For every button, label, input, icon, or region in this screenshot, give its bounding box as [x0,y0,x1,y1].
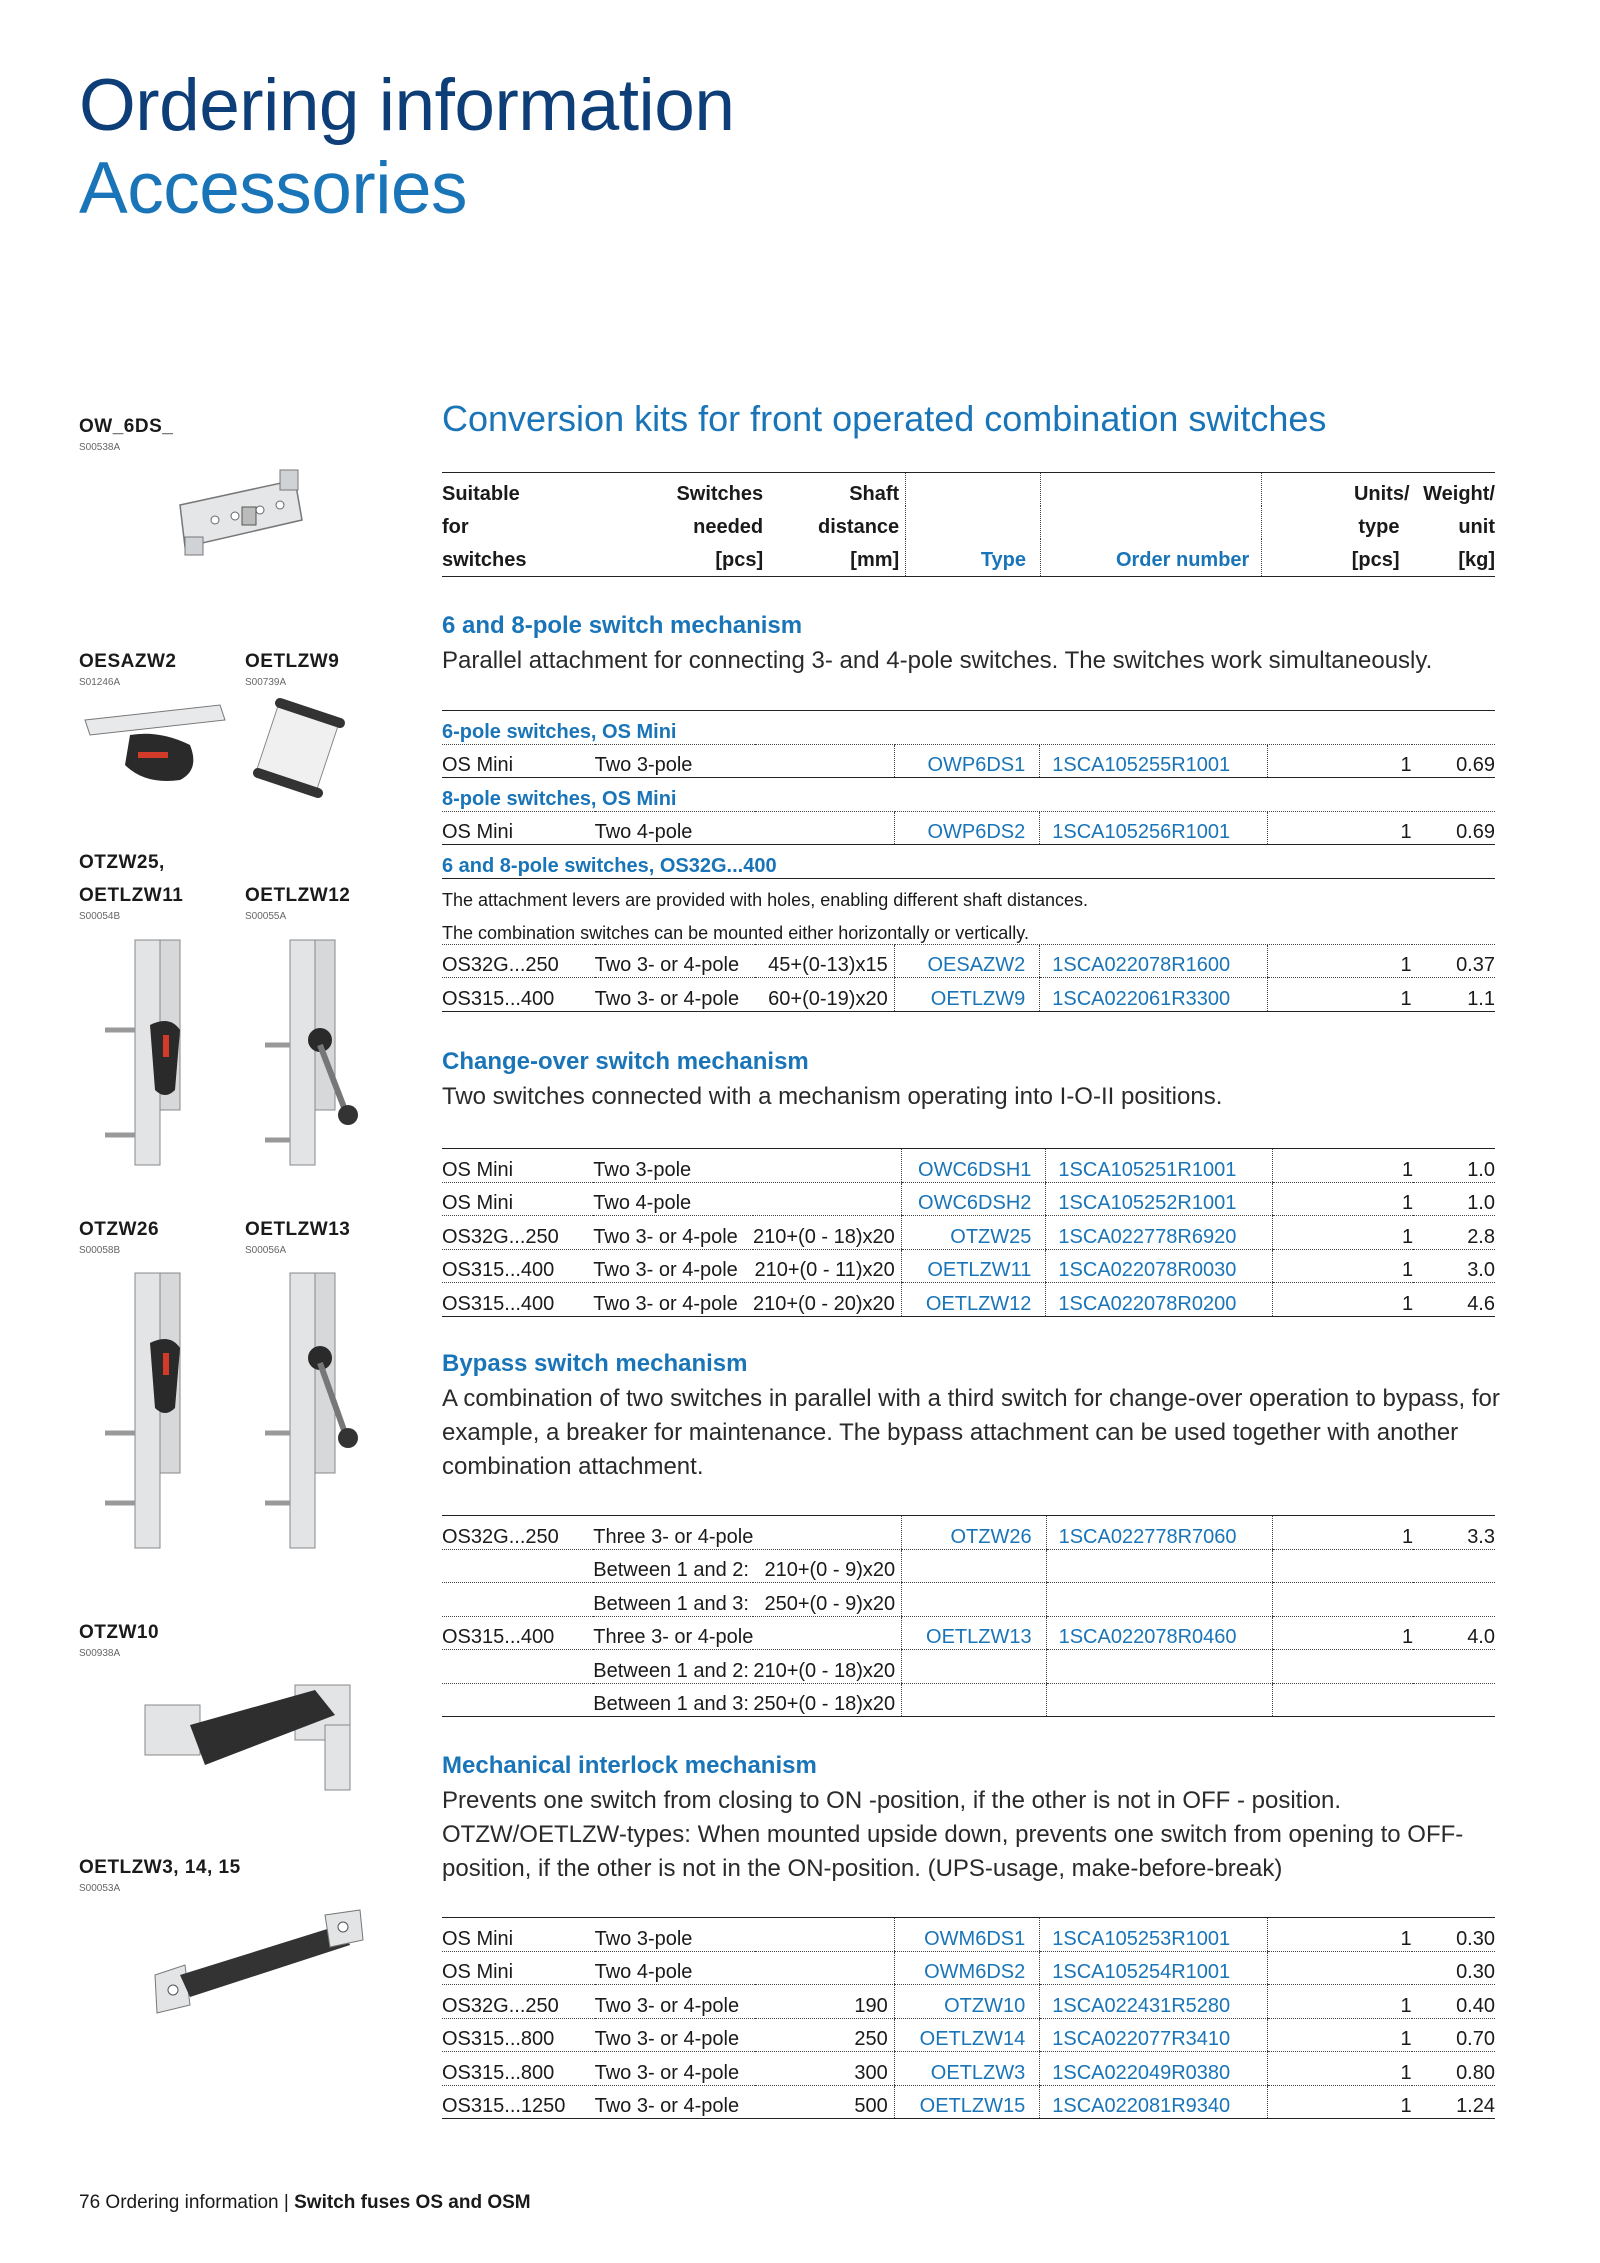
table-row: OS32G...250 Two 3- or 4-pole 210+(0 - 18)x20 OTZW25 1SCA022778R6920 1 2.8 [442,1216,1495,1250]
table-row: Between 1 and 3: 250+(0 - 18)x20 [442,1683,1495,1717]
image-label: OETLZW11 [79,885,184,906]
table-change-over [442,1148,1495,1317]
image-code: S00058B [79,1245,121,1256]
header-type-col: Type [906,539,1041,577]
page-number: 76 [79,2192,101,2213]
subsection-description: Parallel attachment for connecting 3- and 4-pole switches. The switches work simultaneously. [442,647,1433,674]
image-code: S00739A [245,677,287,688]
section-title: Conversion kits for front operated combination switches [442,398,1327,439]
table-row: OS Mini Two 3-pole OWM6DS1 1SCA105253R1001 1 0.30 [442,1918,1495,1952]
otzw26-image [95,1268,215,1558]
image-label: OTZW25, [79,852,165,873]
table-row: OS32G...250 Two 3- or 4-pole 190 OTZW10 1SCA022431R5280 1 0.40 [442,1985,1495,2019]
oetlzw3-image [145,1905,375,2025]
header-kg: [kg] [1410,539,1495,577]
table-row: OS315...400 Two 3- or 4-pole 60+(0-19)x20 OETLZW9 1SCA022061R3300 1 1.1 [442,978,1495,1012]
table-row: Between 1 and 3: 250+(0 - 9)x20 [442,1583,1495,1617]
page-footer: 76 Ordering information | Switch fuses OS and OSM [79,2192,531,2213]
otzw25-image [95,935,215,1175]
header-distance: distance [818,516,900,538]
oetlzw13-image [260,1268,380,1558]
header-suitable: Suitable [442,473,598,507]
group-note: The attachment levers are provided with holes, enabling different shaft distances. [442,890,1089,910]
ow6ds-kit-image [170,465,310,560]
image-label: OETLZW3, 14, 15 [79,1857,241,1878]
oesazw2-image [80,700,230,790]
image-label: OETLZW9 [245,651,340,672]
subsection-title: Change-over switch mechanism [442,1048,809,1075]
subsection-title: Mechanical interlock mechanism [442,1752,817,1779]
table-row: OS315...400 Two 3- or 4-pole 210+(0 - 20)x20 OETLZW12 1SCA022078R0200 1 4.6 [442,1283,1495,1317]
table-row: OS315...800 Two 3- or 4-pole 300 OETLZW3 1SCA022049R0380 1 0.80 [442,2052,1495,2086]
image-code: S00938A [79,1648,121,1659]
group-title: 6-pole switches, OS Mini [442,711,1495,745]
header-switches: Switches [598,473,763,507]
table-interlock [442,1917,1495,2119]
subsection-description: A combination of two switches in parallel with a third switch for change-over operation to bypass, for example, a breaker for maintenance. The bypass attachment can be used together with another combination attachment. [442,1385,1500,1480]
image-label: OTZW26 [79,1219,160,1240]
table-row: OS315...400 Three 3- or 4-pole OETLZW13 1SCA022078R0460 1 4.0 [442,1616,1495,1650]
image-code: S00054B [79,911,121,922]
image-code: S01246A [79,677,121,688]
image-label: OTZW10 [79,1622,160,1643]
header-type: type [1262,506,1410,539]
table-row: OS Mini Two 3-pole OWC6DSH1 1SCA105251R1001 1 1.0 [442,1149,1495,1183]
footer-bold: Switch fuses OS and OSM [294,2192,531,2213]
table-row: OS32G...250 Two 3- or 4-pole 45+(0-13)x15 OESAZW2 1SCA022078R1600 1 0.37 [442,944,1495,978]
image-label: OW_6DS_ [79,416,174,437]
oetlzw9-image [240,695,360,805]
image-code: S00053A [79,1883,121,1894]
image-code: S00055A [245,911,287,922]
table-row: OS32G...250 Three 3- or 4-pole OTZW26 1SCA022778R7060 1 3.3 [442,1516,1495,1550]
group-note: The combination switches can be mounted either horizontally or vertically. [442,911,1495,944]
header-switches-label: switches [442,539,598,577]
table-6-8-pole [442,710,1495,1012]
table-row: OS315...400 Two 3- or 4-pole 210+(0 - 11)x20 OETLZW11 1SCA022078R0030 1 3.0 [442,1249,1495,1283]
header-for: for [442,516,469,538]
subsection-description: Two switches connected with a mechanism operating into I-O-II positions. [442,1083,1223,1110]
table-row: OS Mini Two 4-pole OWC6DSH2 1SCA105252R1001 1 1.0 [442,1182,1495,1216]
header-mm: [mm] [763,539,906,577]
header-unit: unit [1458,516,1495,538]
subsection-description: Prevents one switch from closing to ON -position, if the other is not in OFF - position. OTZW/OETLZW-types: When mounted upside down, prevents one switch from opening to OFF-position, if the other is not in the ON-position. (UPS-usage, make-before-break) [442,1787,1464,1882]
header-shaft: Shaft [763,473,906,507]
otzw10-image [130,1670,380,1800]
table-row: OS Mini Two 3-pole OWP6DS1 1SCA105255R1001 1 0.69 [442,744,1495,778]
table-bypass [442,1515,1495,1717]
image-label: OESAZW2 [79,651,177,672]
header-pcs: [pcs] [598,539,763,577]
table-row: OS Mini Two 4-pole OWM6DS2 1SCA105254R1001 0.30 [442,1951,1495,1985]
page-title: Ordering information [79,65,735,146]
table-row: Between 1 and 2: 210+(0 - 9)x20 [442,1549,1495,1583]
image-code: S00056A [245,1245,287,1256]
table-row: OS315...800 Two 3- or 4-pole 250 OETLZW14 1SCA022077R3410 1 0.70 [442,2018,1495,2052]
table-header [442,472,1495,577]
subsection-title: Bypass switch mechanism [442,1350,748,1377]
image-code: S00538A [79,442,121,453]
header-pcs-units: [pcs] [1262,539,1410,577]
oetlzw12-image [260,935,380,1175]
table-row: OS315...1250 Two 3- or 4-pole 500 OETLZW15 1SCA022081R9340 1 1.24 [442,2085,1495,2119]
header-order-number: Order number [1041,539,1262,577]
group-title: 6 and 8-pole switches, OS32G...400 [442,845,1495,879]
header-weight: Weight/ [1410,473,1495,507]
header-units: Units/ [1262,473,1410,507]
subsection-title: 6 and 8-pole switch mechanism [442,612,803,639]
group-title: 8-pole switches, OS Mini [442,778,1495,812]
table-row: OS Mini Two 4-pole OWP6DS2 1SCA105256R1001 1 0.69 [442,811,1495,845]
page-subtitle: Accessories [79,148,468,229]
footer-text: Ordering information [105,2192,279,2213]
image-label: OETLZW13 [245,1219,351,1240]
image-label: OETLZW12 [245,885,351,906]
header-needed: needed [693,516,764,538]
table-row: Between 1 and 2: 210+(0 - 18)x20 [442,1650,1495,1684]
